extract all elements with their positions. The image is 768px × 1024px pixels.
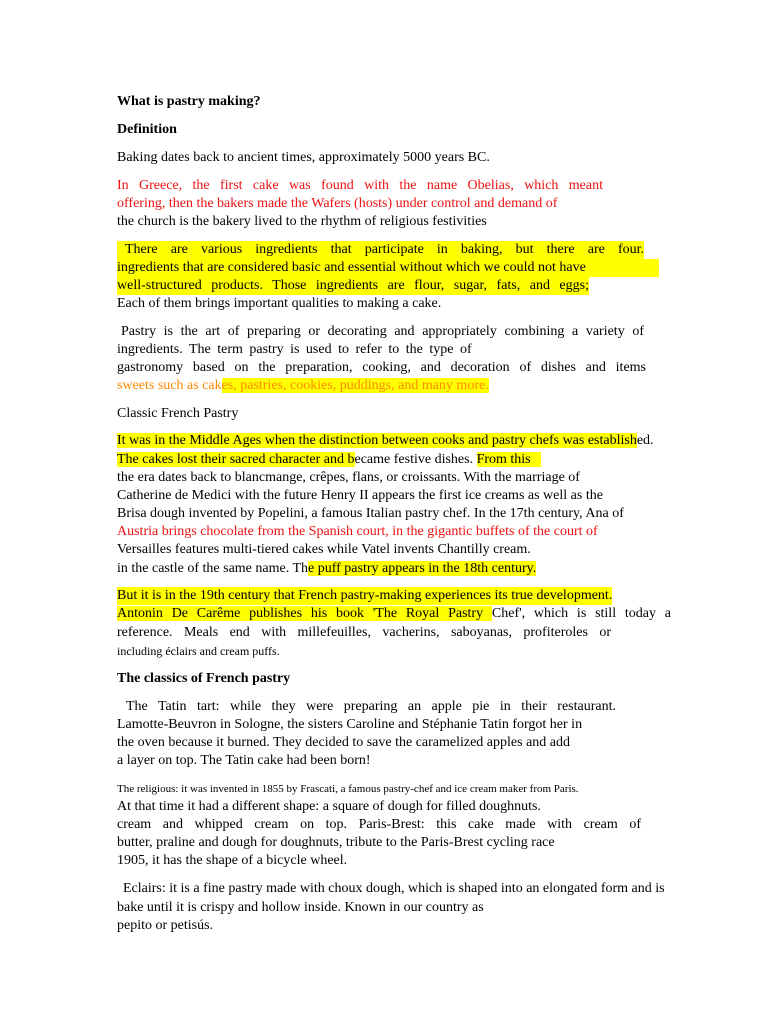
cakes-plain: ecame festive dishes. (354, 452, 477, 467)
doc-title: What is pastry making? (117, 94, 261, 109)
castle-highlight: e puff pastry appears in the 18th century. (308, 561, 537, 576)
greece-line-1: In Greece, the first cake was found with the name Obelias, which meant (117, 178, 603, 193)
tatin-line-4: a layer on top. The Tatin cake had been born! (117, 753, 371, 768)
tatin-line-3: the oven because it burned. They decided to save the caramelized apples and add (117, 735, 570, 750)
eclairs-line-3: pepito or petisús. (117, 918, 214, 933)
tatin-line-2: Lamotte-Beuvron in Sologne, the sisters Caroline and Stéphanie Tatin forgot her in (117, 717, 583, 732)
era-line-2: Catherine de Medici with the future Henry II appears the first ice creams as well as the (117, 488, 603, 503)
era-line-3: Brisa dough invented by Popelini, a famous Italian pastry chef. In the 17th century, Ana of (117, 506, 624, 521)
greece-line-2: offering, then the bakers made the Wafers (hosts) under control and demand of (117, 196, 558, 211)
section-heading-classic-french-pastry: Classic French Pastry (117, 406, 239, 421)
cakes-line (117, 451, 541, 469)
religious-line-3: butter, praline and dough for doughnuts, tribute to the Paris-Brest cycling race (117, 835, 555, 850)
religious-line-2: cream and whipped cream on top. Paris-Brest: this cake made with cream of (117, 817, 641, 832)
section-heading-definition: Definition (117, 122, 177, 137)
middle-ages-end: ed. (636, 433, 654, 448)
art-line-4 (117, 377, 489, 395)
careme-line (117, 605, 671, 623)
eclairs-line-2: bake until it is crispy and hollow inside. Known in our country as (117, 900, 484, 915)
reference-line: reference. Meals end with millefeuilles, vacherins, saboyanas, profiteroles or (117, 625, 611, 640)
eclairs-line-1: Eclairs: it is a fine pastry made with choux dough, which is shaped into an elongated form and is (123, 881, 665, 896)
middle-ages-highlight: It was in the Middle Ages when the distinction between cooks and pastry chefs was establish (117, 433, 637, 448)
art-line-3: gastronomy based on the preparation, cooking, and decoration of dishes and items (117, 360, 646, 375)
castle-plain: in the castle of the same name. Th (117, 561, 309, 576)
ingredients-line-2: ingredients that are considered basic and essential without which we could not have (117, 259, 659, 277)
ingredients-line-4: Each of them brings important qualities to making a cake. (117, 296, 442, 311)
art-line-1: Pastry is the art of preparing or decorating and appropriately combining a variety of (121, 324, 644, 339)
ingredients-line-1: There are various ingredients that participate in baking, but there are four. (117, 241, 644, 259)
including-line: including éclairs and cream puffs. (117, 644, 280, 658)
versailles-line: Versailles features multi-tiered cakes while Vatel invents Chantilly cream. (117, 542, 531, 557)
religious-line-1: At that time it had a different shape: a square of dough for filled doughnuts. (117, 799, 541, 814)
intro-paragraph: Baking dates back to ancient times, approximately 5000 years BC. (117, 150, 490, 165)
nineteenth-century-line: But it is in the 19th century that French pastry-making experiences its true development. (117, 588, 613, 603)
cakes-highlight-1: The cakes lost their sacred character and b (117, 452, 355, 467)
greece-line-3: the church is the bakery lived to the rhythm of religious festivities (117, 214, 487, 229)
art-line-4-highlight: es, pastries, cookies, puddings, and many more. (221, 378, 489, 393)
era-line-1: the era dates back to blancmange, crêpes, flans, or croissants. With the marriage of (117, 470, 580, 485)
careme-plain: Chef', which is still today a (491, 606, 671, 621)
careme-highlight: Antonin De Carême publishes his book 'The Royal Pastry (117, 606, 492, 621)
tatin-line-1: The Tatin tart: while they were preparing an apple pie in their restaurant. (126, 699, 616, 714)
cakes-highlight-2: From this (476, 452, 542, 467)
austria-line: Austria brings chocolate from the Spanish court, in the gigantic buffets of the court of (117, 524, 598, 539)
religious-small-line: The religious: it was invented in 1855 by Frascati, a famous pastry-chef and ice cream maker from Paris. (117, 783, 579, 795)
art-line-4-a: sweets such as cak (117, 378, 222, 393)
middle-ages-line (117, 432, 654, 450)
religious-line-4: 1905, it has the shape of a bicycle wheel. (117, 853, 348, 868)
castle-line (117, 560, 536, 578)
ingredients-line-3: well-structured products. Those ingredients are flour, sugar, fats, and eggs; (117, 278, 589, 293)
section-heading-classics: The classics of French pastry (117, 671, 291, 686)
art-line-2: ingredients. The term pastry is used to refer to the type of (117, 342, 472, 357)
